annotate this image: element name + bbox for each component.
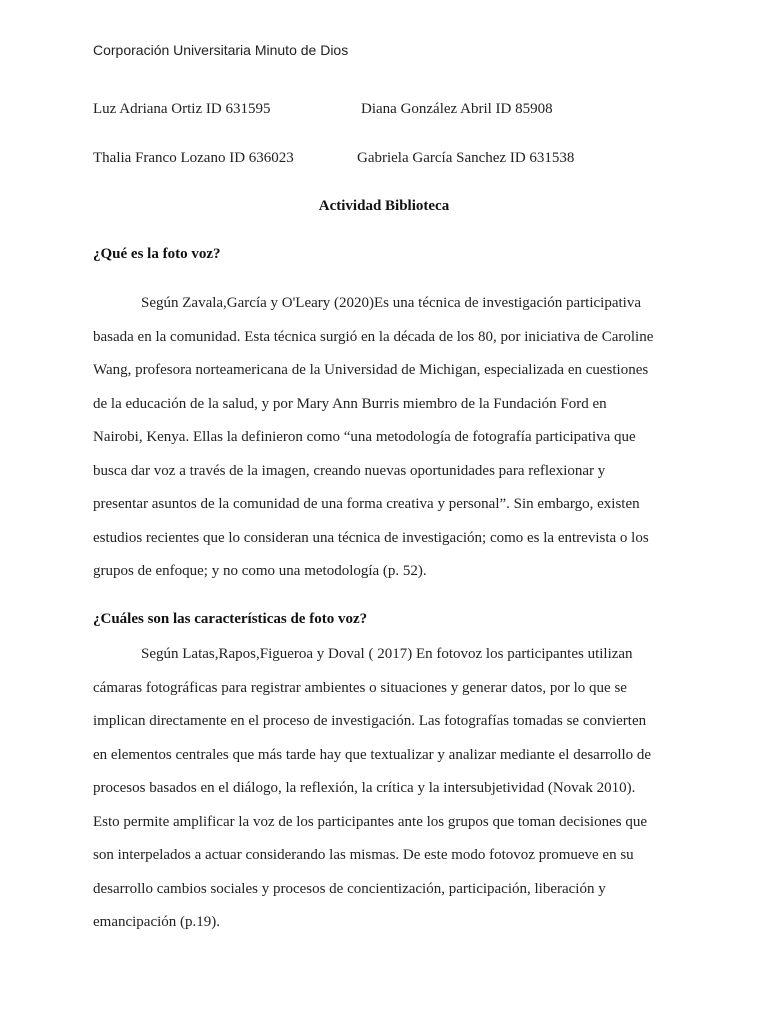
paragraph-line: busca dar voz a través de la imagen, creando nuevas oportunidades para reflexionar y bbox=[93, 463, 606, 479]
paragraph-line: estudios recientes que lo consideran una técnica de investigación; como es la entrevista o los bbox=[93, 530, 649, 546]
document-title: Actividad Biblioteca bbox=[318, 198, 450, 214]
paragraph-line: implican directamente en el proceso de investigación. Las fotografías tomadas se convierten bbox=[93, 713, 647, 729]
paragraph-line: basada en la comunidad. Esta técnica surgió en la década de los 80, por iniciativa de Caroline bbox=[93, 329, 654, 345]
paragraph-line: Según Zavala,García y O'Leary (2020)Es una técnica de investigación participativa bbox=[141, 295, 641, 311]
paragraph-line: de la educación de la salud, y por Mary Ann Burris miembro de la Fundación Ford en bbox=[93, 396, 607, 412]
section-heading: ¿Qué es la foto voz? bbox=[93, 246, 221, 262]
paragraph-line: cámaras fotográficas para registrar ambientes o situaciones y generar datos, por lo que se bbox=[93, 680, 627, 696]
paragraph-line: grupos de enfoque; y no como una metodología (p. 52). bbox=[93, 563, 427, 579]
paragraph-line: Esto permite amplificar la voz de los participantes ante los grupos que toman decisiones que bbox=[93, 814, 648, 830]
section-heading: ¿Cuáles son las características de foto voz? bbox=[93, 611, 368, 627]
author-name: Luz Adriana Ortiz ID 631595 bbox=[93, 101, 271, 117]
paragraph-line: Wang, profesora norteamericana de la Universidad de Michigan, especializada en cuestiones bbox=[93, 362, 649, 378]
paragraph-line: en elementos centrales que más tarde hay que textualizar y analizar mediante el desarrollo de bbox=[93, 747, 652, 763]
author-name: Gabriela García Sanchez ID 631538 bbox=[357, 150, 575, 166]
author-name: Diana González Abril ID 85908 bbox=[361, 101, 553, 117]
author-name: Thalia Franco Lozano ID 636023 bbox=[93, 150, 294, 166]
paragraph-line: Según Latas,Rapos,Figueroa y Doval ( 2017) En fotovoz los participantes utilizan bbox=[141, 646, 633, 662]
page-header: Corporación Universitaria Minuto de Dios bbox=[93, 42, 349, 58]
paragraph-line: presentar asuntos de la comunidad de una forma creativa y personal”. Sin embargo, existen bbox=[93, 496, 640, 512]
paragraph-line: procesos basados en el diálogo, la reflexión, la crítica y la intersubjetividad (Novak 2010). bbox=[93, 780, 636, 796]
paragraph-line: desarrollo cambios sociales y procesos de concientización, participación, liberación y bbox=[93, 881, 606, 897]
paragraph-line: Nairobi, Kenya. Ellas la definieron como “una metodología de fotografía participativa que bbox=[93, 429, 636, 445]
paragraph-line: emancipación (p.19). bbox=[93, 914, 221, 930]
paragraph-line: son interpelados a actuar considerando las mismas. De este modo fotovoz promueve en su bbox=[93, 847, 634, 863]
